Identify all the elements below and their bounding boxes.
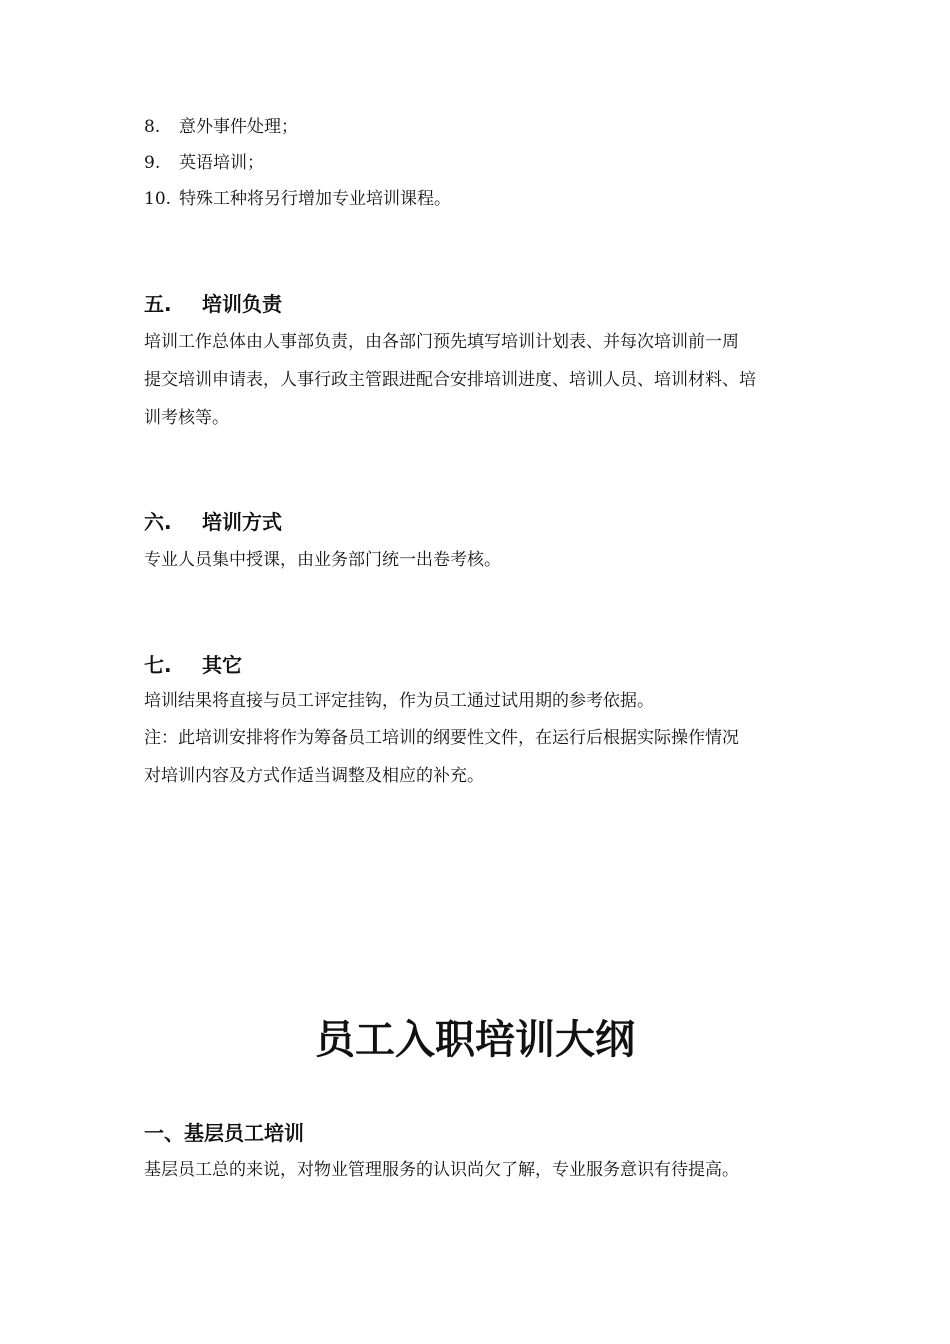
paragraph-line: 提交培训申请表，人事行政主管跟进配合安排培训进度、培训人员、培训材料、培 [144, 370, 756, 390]
section-number: 六. [144, 510, 172, 534]
paragraph-line: 培训结果将直接与员工评定挂钩，作为员工通过试用期的参考依据。 [144, 691, 654, 711]
section-title: 其它 [202, 653, 242, 677]
list-item [144, 116, 298, 138]
list-item [144, 188, 451, 210]
paragraph-line: 对培训内容及方式作适当调整及相应的补充。 [144, 766, 484, 786]
section-title: 培训负责 [202, 292, 282, 316]
part-heading: 一、基层员工培训 [144, 1121, 304, 1145]
document-title: 员工入职培训大纲 [315, 1017, 635, 1063]
paragraph-line: 基层员工总的来说，对物业管理服务的认识尚欠了解，专业服务意识有待提高。 [144, 1160, 739, 1180]
list-item [144, 152, 264, 174]
list-number: 9. [144, 153, 161, 173]
paragraph-line: 训考核等。 [144, 408, 229, 428]
list-number: 10. [144, 189, 172, 209]
section-heading [144, 652, 242, 678]
section-heading [144, 291, 282, 317]
section-heading [144, 509, 282, 535]
list-text: 特殊工种将另行增加专业培训课程。 [179, 189, 451, 209]
section-title: 培训方式 [202, 510, 282, 534]
list-text: 意外事件处理； [179, 117, 298, 137]
paragraph-line: 培训工作总体由人事部负责，由各部门预先填写培训计划表、并每次培训前一周 [144, 332, 739, 352]
paragraph-line: 专业人员集中授课，由业务部门统一出卷考核。 [144, 550, 501, 570]
section-number: 七. [144, 653, 172, 677]
list-text: 英语培训； [179, 153, 264, 173]
list-number: 8. [144, 117, 161, 137]
section-number: 五. [144, 292, 172, 316]
paragraph-line: 注：此培训安排将作为筹备员工培训的纲要性文件，在运行后根据实际操作情况 [144, 728, 739, 748]
